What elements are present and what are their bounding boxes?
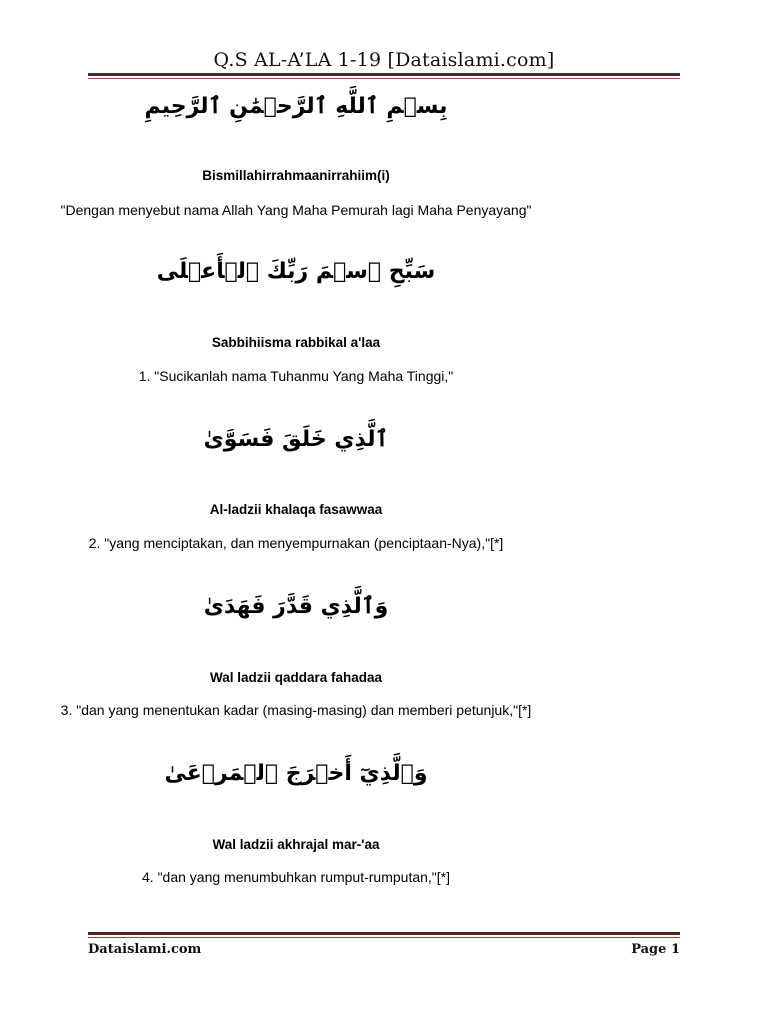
verse-translation-4: 4. "dan yang menumbuhkan rumput-rumputan,"[*] xyxy=(142,869,450,885)
verse-arabic-4: وَٱلَّذِيٓ أَخۡرَجَ ٱلۡمَرۡعَىٰ xyxy=(164,761,428,786)
footer-site-name: Dataislami.com xyxy=(88,942,202,957)
verse-translation-0: "Dengan menyebut nama Allah Yang Maha Pemurah lagi Maha Penyayang" xyxy=(60,202,532,218)
page-footer xyxy=(88,942,680,962)
verse-arabic-2: ٱلَّذِي خَلَقَ فَسَوَّىٰ xyxy=(203,427,389,452)
verse-arabic-1: سَبِّحِ ٱسۡمَ رَبِّكَ ٱلۡأَعۡلَى xyxy=(156,259,436,284)
page-title: Q.S AL-A’LA 1-19 [Dataislami.com] xyxy=(213,49,555,71)
verse-transliteration-3: Wal ladzii qaddara fahadaa xyxy=(209,670,383,685)
verse-translation-1: 1. "Sucikanlah nama Tuhanmu Yang Maha Tinggi," xyxy=(138,368,454,384)
verse-transliteration-4: Wal ladzii akhrajal mar-'aa xyxy=(212,837,380,852)
verse-transliteration-1: Sabbihiisma rabbikal a'laa xyxy=(211,335,381,350)
verse-arabic-3: وَٱلَّذِي قَدَّرَ فَهَدَىٰ xyxy=(203,594,389,619)
page-number: Page 1 xyxy=(631,942,680,957)
verse-translation-3: 3. "dan yang menentukan kadar (masing-masing) dan memberi petunjuk,"[*] xyxy=(60,702,532,718)
footer-divider xyxy=(88,932,680,938)
verse-translation-2: 2. "yang menciptakan, dan menyempurnakan (penciptaan-Nya),"[*] xyxy=(88,535,504,551)
header-divider xyxy=(88,73,680,79)
verse-arabic-0: بِسۡمِ ٱللَّهِ ٱلرَّحۡمَٰنِ ٱلرَّحِيمِ xyxy=(144,94,448,119)
page-header xyxy=(88,48,680,72)
verse-transliteration-0: Bismillahirrahmaanirrahiim(i) xyxy=(202,168,390,183)
verse-transliteration-2: Al-ladzii khalaqa fasawwaa xyxy=(209,502,383,517)
